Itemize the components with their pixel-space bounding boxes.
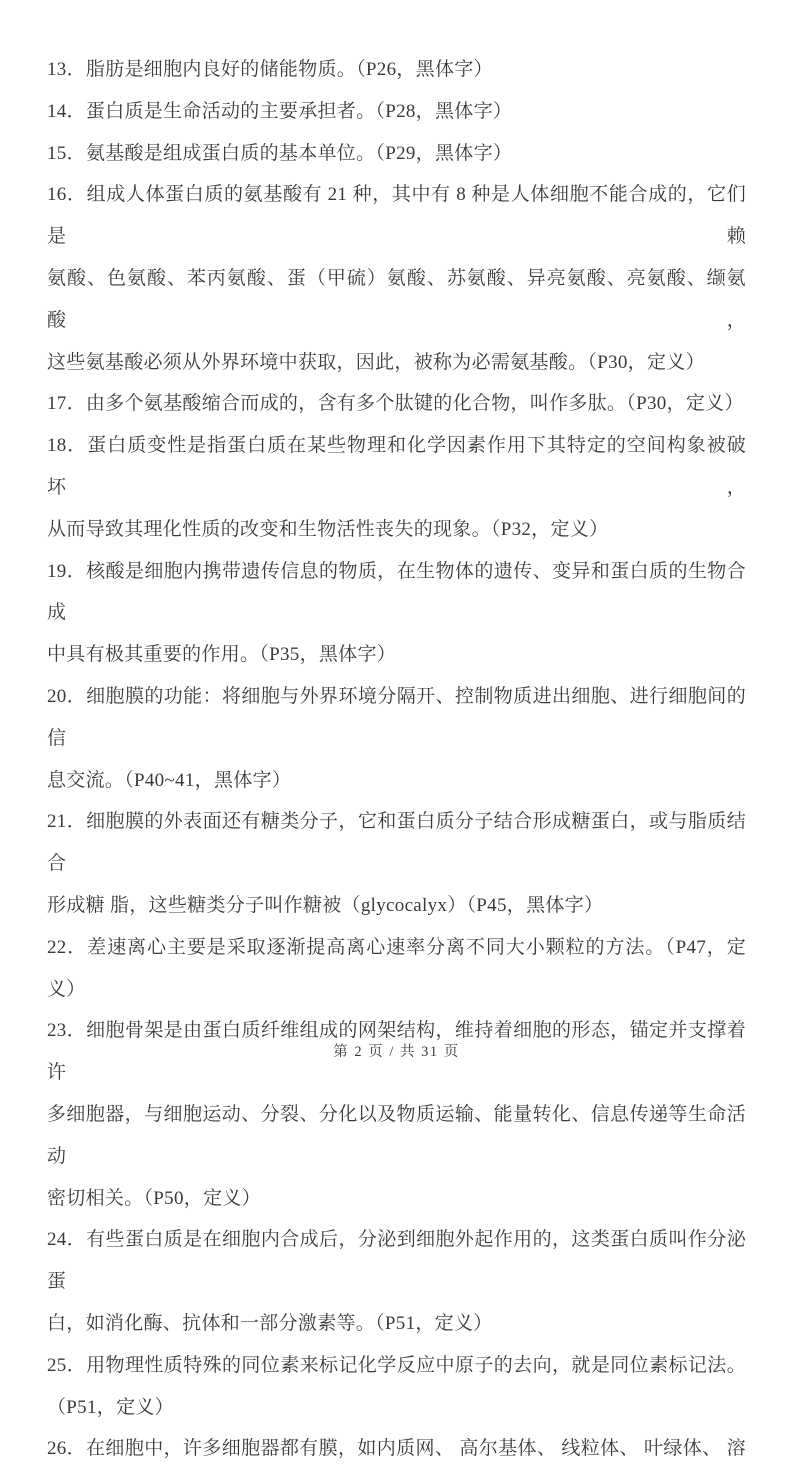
list-item xyxy=(47,1219,746,1344)
page-footer xyxy=(0,1040,793,1061)
text-line: （P51，定义） xyxy=(47,1396,174,1418)
list-item xyxy=(47,174,746,383)
list-item xyxy=(47,133,746,175)
list-item xyxy=(47,383,746,425)
text-line: 多细胞器，与细胞运动、分裂、分化以及物质运输、能量转化、信息传递等生命活动 xyxy=(47,1103,746,1167)
text-line: 密切相关。（P50，定义） xyxy=(47,1187,261,1209)
text-line: 17．由多个氨基酸缩合而成的，含有多个肽键的化合物，叫作多肽。（P30，定义） xyxy=(47,393,744,415)
text-line: 从而导致其理化性质的改变和生物活性丧失的现象。（P32，定义） xyxy=(47,518,609,540)
text-line: 白，如消化酶、抗体和一部分激素等。（P51，定义） xyxy=(47,1312,493,1334)
text-line: 20．细胞膜的功能：将细胞与外界环境分隔开、控制物质进出细胞、进行细胞间的信 xyxy=(47,685,746,749)
list-item xyxy=(47,425,746,550)
text-line: 中具有极其重要的作用。（P35，黑体字） xyxy=(47,644,397,666)
list-item xyxy=(47,1428,746,1470)
list-item xyxy=(47,49,746,91)
items-list xyxy=(47,49,746,1470)
text-line: 25．用物理性质特殊的同位素来标记化学反应中原子的去向，就是同位素标记法。 xyxy=(47,1354,746,1376)
text-line: 14．蛋白质是生命活动的主要承担者。（P28，黑体字） xyxy=(47,100,513,122)
text-line: 26．在细胞中，许多细胞器都有膜，如内质网、 高尔基体、 线粒体、 叶绿体、 溶 xyxy=(47,1438,746,1460)
text-line: 23．细胞骨架是由蛋白质纤维组成的网架结构，维持着细胞的形态，锚定并支撑着许 xyxy=(47,1020,746,1084)
list-item xyxy=(47,801,746,926)
document-page xyxy=(47,0,746,1470)
text-line: 13．脂肪是细胞内良好的储能物质。（P26，黑体字） xyxy=(47,59,493,80)
text-line: 15．氨基酸是组成蛋白质的基本单位。（P29，黑体字） xyxy=(47,142,513,164)
text-line: 22．差速离心主要是采取逐渐提高离心速率分离不同大小颗粒的方法。（P47，定义） xyxy=(47,936,746,1000)
text-line: 19．核酸是细胞内携带遗传信息的物质，在生物体的遗传、变异和蛋白质的生物合成 xyxy=(47,560,746,624)
text-line: 这些氨基酸必须从外界环境中获取，因此，被称为必需氨基酸。（P30，定义） xyxy=(47,351,705,373)
list-item xyxy=(47,927,746,1011)
list-item xyxy=(47,1345,746,1429)
text-line: 18．蛋白质变性是指蛋白质在某些物理和化学因素作用下其特定的空间构象被破坏， xyxy=(47,435,746,498)
text-line: 息交流。（P40~41，黑体字） xyxy=(47,769,292,791)
page-number-label: 第 2 页 / 共 31 页 xyxy=(333,1044,460,1060)
list-item xyxy=(47,676,746,801)
list-item xyxy=(47,551,746,676)
text-line: 21．细胞膜的外表面还有糖类分子，它和蛋白质分子结合形成糖蛋白，或与脂质结合 xyxy=(47,811,746,875)
list-item xyxy=(47,91,746,133)
text-line: 24．有些蛋白质是在细胞内合成后，分泌到细胞外起作用的，这类蛋白质叫作分泌蛋 xyxy=(47,1229,746,1293)
text-line: 氨酸、色氨酸、苯丙氨酸、蛋（甲硫）氨酸、苏氨酸、异亮氨酸、亮氨酸、缬氨酸， xyxy=(47,267,746,331)
text-line: 16．组成人体蛋白质的氨基酸有 21 种，其中有 8 种是人体细胞不能合成的，它们是赖 xyxy=(47,184,746,248)
text-line: 形成糖 脂，这些糖类分子叫作糖被（glycocalyx）（P45，黑体字） xyxy=(47,894,604,916)
